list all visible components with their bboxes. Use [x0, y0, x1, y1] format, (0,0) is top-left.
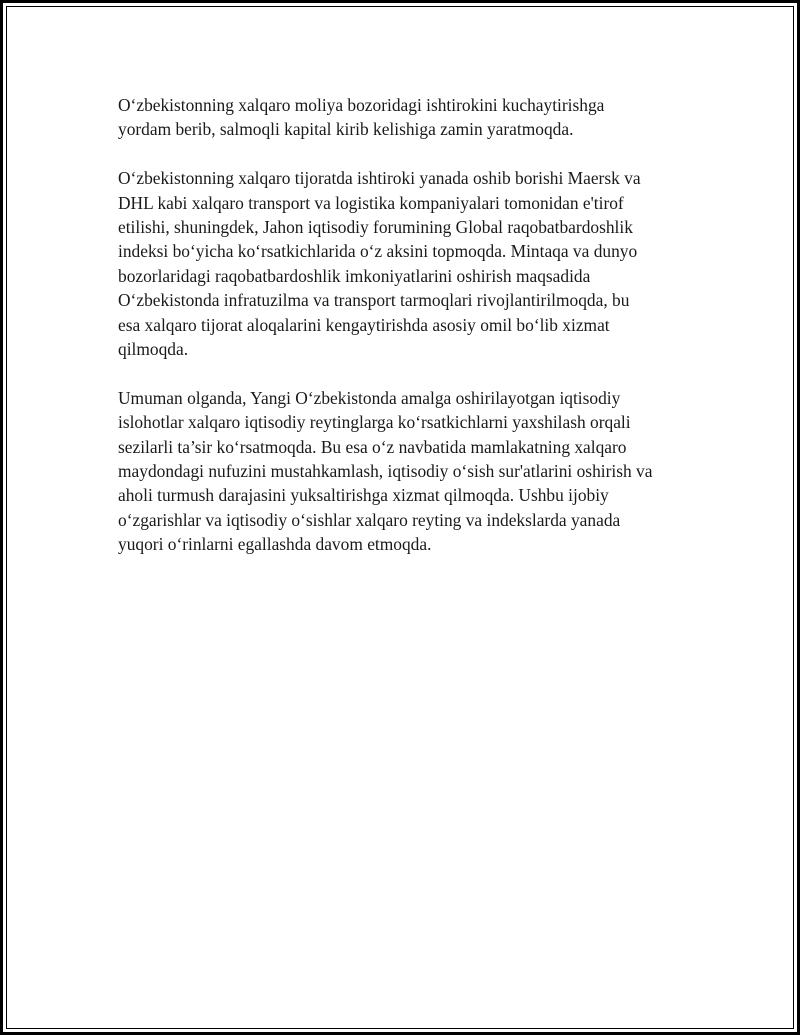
- text-line: DHL kabi xalqaro transport va logistika kompaniyalari tomonidan e'tirof: [118, 192, 624, 213]
- text-line: bozorlaridagi raqobatbardoshlik imkoniyatlarini oshirish maqsadida: [118, 265, 591, 286]
- paragraph-2: [118, 166, 688, 361]
- text-line: O‘zbekistonning xalqaro tijoratda ishtiroki yanada oshib borishi Maersk va: [118, 168, 641, 189]
- document-body: [118, 93, 688, 581]
- text-line: sezilarli ta’sir ko‘rsatmoqda. Bu esa o‘z navbatida mamlakatning xalqaro: [118, 436, 627, 457]
- text-line: O‘zbekistonda infratuzilma va transport tarmoqlari rivojlantirilmoqda, bu: [118, 290, 630, 311]
- text-line: o‘zgarishlar va iqtisodiy o‘sishlar xalqaro reyting va indekslarda yanada: [118, 509, 621, 530]
- text-line: indeksi bo‘yicha ko‘rsatkichlarida o‘z aksini topmoqda. Mintaqa va dunyo: [118, 241, 638, 262]
- text-line: yuqori o‘rinlarni egallashda davom etmoqda.: [118, 534, 432, 555]
- text-line: yordam berib, salmoqli kapital kirib kelishiga zamin yaratmoqda.: [118, 119, 574, 140]
- text-line: O‘zbekistonning xalqaro moliya bozoridagi ishtirokini kuchaytirishga: [118, 95, 605, 115]
- text-line: aholi turmush darajasini yuksaltirishga xizmat qilmoqda. Ushbu ijobiy: [118, 485, 609, 506]
- text-line: etilishi, shuningdek, Jahon iqtisodiy forumining Global raqobatbardoshlik: [118, 217, 633, 238]
- paragraph-1: [118, 93, 688, 142]
- paragraph-3: [118, 386, 688, 557]
- text-line: esa xalqaro tijorat aloqalarini kengaytirishda asosiy omil bo‘lib xizmat: [118, 314, 610, 335]
- text-line: maydondagi nufuzini mustahkamlash, iqtisodiy o‘sish sur'atlarini oshirish va: [118, 461, 653, 482]
- text-line: qilmoqda.: [118, 339, 189, 360]
- text-line: islohotlar xalqaro iqtisodiy reytinglarga ko‘rsatkichlarni yaxshilash orqali: [118, 412, 631, 433]
- text-line: Umuman olganda, Yangi O‘zbekistonda amalga oshirilayotgan iqtisodiy: [118, 387, 621, 408]
